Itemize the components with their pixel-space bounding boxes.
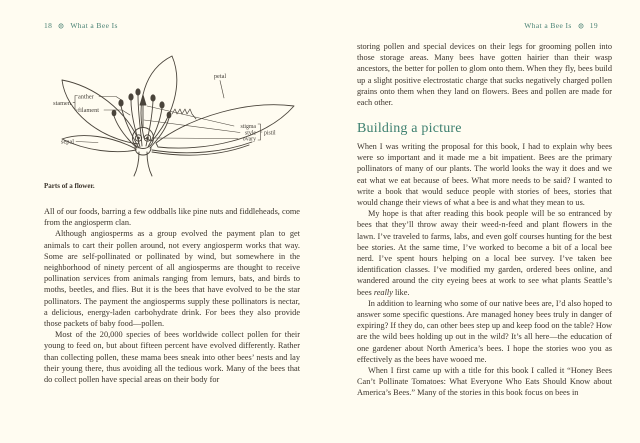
petal-right [156, 105, 294, 148]
flower-diagram [44, 48, 300, 180]
bee-ornament-icon [58, 23, 64, 29]
label-pistil: pistil [264, 130, 276, 137]
paragraph: When I first came up with a title for this book I called it “Honey Bees Can’t Pollinate Tomatoes: What Everyone Who Eats Should Know about America’s Bees.” Many of the stories in this book focus on bees in [357, 366, 612, 398]
right-body-top-text [357, 41, 612, 108]
stem2 [147, 152, 152, 176]
paragraph: All of our foods, barring a few oddballs like pine nuts and fiddleheads, come from the angiosperm clan. [44, 207, 300, 228]
stigma-tip [140, 95, 146, 105]
left-body-text [44, 206, 300, 385]
section-heading: Building a picture [357, 121, 462, 136]
left-page [44, 0, 300, 443]
right-running-head [357, 21, 598, 30]
label-ovary: ovary [242, 136, 256, 143]
paragraph: When I was writing the proposal for this book, I had to explain why bees were so important and it made me a bit impatient. Bees are the primary pollinators of many of our plants. The world looks the way it does and we eat what we eat because of bees. What more needs to be said? I wanted to write a book that would seduce people with stories of bees, stories that would change their views of what a bee is and what they mean to us. [357, 142, 612, 208]
label-stigma: stigma [240, 124, 256, 130]
figure-caption: Parts of a flower. [44, 182, 95, 190]
left-page-number: 18 [44, 21, 53, 30]
paragraph: Most of the 20,000 species of bees worldwide collect pollen for their young to feed on, but about fifteen percent have evolved differently. Rather than collecting pollen, these mama bees sneak into other bees’ nests and lay their young there, thus avoiding all the tedious work. Many of the bees that do collect pollen have special areas on their body for [44, 330, 300, 385]
paragraph: My hope is that after reading this book people will be so entranced by bees that they’ll throw away their weed-n-feed and plant flowers in the lawn. I’ve traveled to farms, labs, and even golf courses hunting for the best bee stories. At the same time, I’ve worked to become a bit of a local bee nerd. I’ve spent hours helping on a local bee survey. I’ve taken bee identification classes. I’ve modified my garden, ordered bees online, and wandered around the city eyeing bees at work to see what plants Seattle’s bees really like. [357, 209, 612, 297]
paragraph: Although angiosperms as a group evolved the payment plan to get animals to cart their pollen around, not every angiosperm works that way. Some are self-pollinated or pollinated by wind, but somewhere in the neighborhood of ninety percent of all angiosperms are thought to receive pollination services from animals ranging from lemurs, bats, and birds to moths, beetles, and flies. But it is the bees that have evolved to be the star pollinators. The payment the angiosperms supply these pollinators is nectar, a delicious, energy-laden carbohydrate drink. For bees they also provide those packets of baby food—pollen. [44, 229, 300, 329]
right-page-number: 19 [589, 21, 598, 30]
label-style: style [245, 130, 256, 137]
label-sepal: sepal [61, 138, 74, 146]
label-anther: anther [78, 93, 94, 101]
pollen-squiggle [172, 109, 196, 119]
petal-upper-left [62, 80, 139, 144]
left-running-head-title: What a Bee Is [70, 21, 118, 30]
left-running-head [44, 21, 300, 30]
label-stamen: stamen [53, 100, 71, 107]
right-running-head-title: What a Bee Is [524, 21, 572, 30]
bee-ornament-icon [578, 23, 584, 29]
sepal-right-line2 [152, 145, 249, 155]
stem [134, 152, 139, 176]
paragraph: In addition to learning who some of our native bees are, I’d also hoped to answer some specific questions. Are managed honey bees truly in danger of expiring? If they do, can other bees step up and keep food on the table? How are the wild bees holding up out in the wild? It’s all here—the education of one gardener about North America’s bees. I hope the stories woo you as effectively as the bees have wooed me. [357, 298, 612, 364]
right-body-text [357, 141, 612, 399]
right-page [357, 0, 612, 443]
flower-diagram-figure [44, 48, 300, 190]
paragraph: storing pollen and special devices on their legs for grooming pollen into those storage areas. Many bees have gotten hairier than their wasp ancestors, the better for pollen to glom onto them. When they fly, bees build up a slight positive electrostatic charge that sucks negatively charged pollen grains onto them when they land on flowers. Bees and pollen are made for each other. [357, 42, 612, 108]
label-filament: filament [78, 107, 99, 114]
label-petal: petal [213, 73, 227, 80]
